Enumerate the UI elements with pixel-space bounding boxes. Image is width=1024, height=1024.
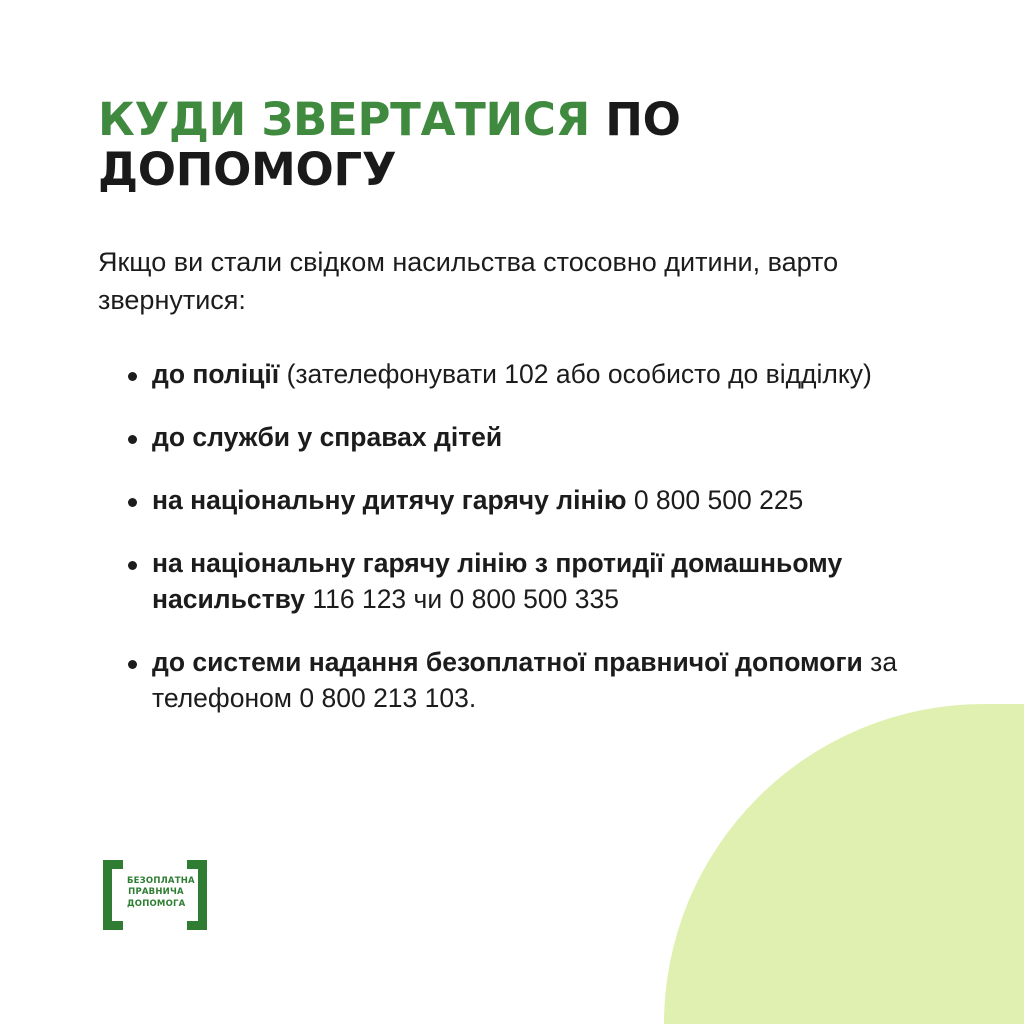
page-title-rest: ПО ДОПОМОГУ	[98, 93, 681, 197]
logo-bracket-left-icon	[103, 860, 123, 930]
list-item-rest: 116 123 чи 0 800 500 335	[304, 584, 619, 615]
list-item-bold: до системи надання безоплатної правничої допомоги	[152, 647, 863, 678]
list-item-rest: (зателефонувати 102 або особисто до відділку)	[279, 359, 872, 389]
help-contacts-list	[98, 356, 954, 716]
list-item-bold: на національну гарячу лінію з протидії домашньому насильству	[152, 548, 843, 615]
free-legal-aid-logo-icon	[103, 860, 207, 930]
page-title	[98, 95, 954, 196]
logo	[103, 860, 207, 930]
logo-text-line-2: ПРАВНИЧА	[128, 887, 184, 898]
list-item-bold: на національну дитячу гарячу лінію	[152, 485, 627, 516]
list-item	[98, 545, 954, 617]
list-item	[98, 419, 954, 455]
list-item-bold: до поліції	[152, 359, 280, 389]
list-item	[98, 356, 954, 392]
list-item-bold: до служби у справах дітей	[152, 422, 503, 453]
logo-text-line-1: БЕЗОПЛАТНА	[127, 876, 195, 886]
page-title-accent: КУДИ ЗВЕРТАТИСЯ	[98, 93, 590, 146]
decorative-blob	[664, 704, 1024, 1024]
list-item	[98, 644, 954, 716]
list-item	[98, 482, 954, 518]
logo-bracket-right-icon	[187, 860, 207, 930]
list-item-rest: за телефоном 0 800 213 103.	[152, 647, 898, 714]
list-item-rest: 0 800 500 225	[626, 485, 804, 516]
logo-text-line-3: ДОПОМОГА	[127, 898, 186, 909]
logo-text	[127, 876, 195, 910]
intro-paragraph: Якщо ви стали свідком насильства стосовно дитини, варто звернутися:	[98, 246, 839, 316]
